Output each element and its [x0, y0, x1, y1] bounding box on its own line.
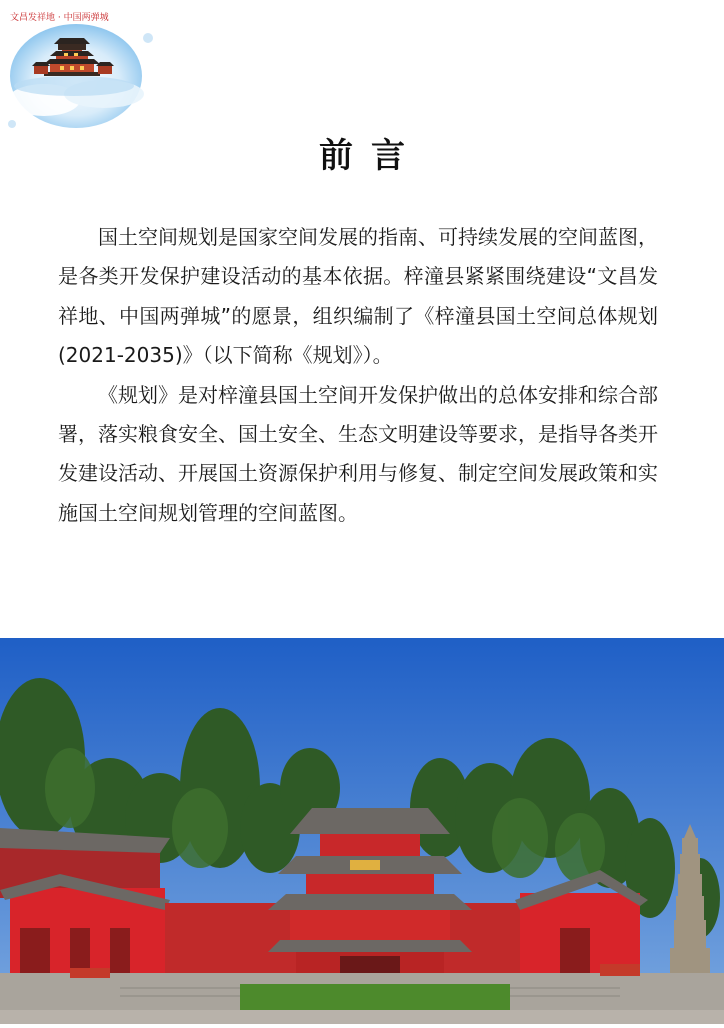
slogan-text: 文昌发祥地 · 中国两弹城 — [10, 13, 109, 23]
temple-in-clouds-icon — [4, 4, 154, 132]
temple-complex-photo — [0, 638, 724, 1024]
logo-badge — [4, 4, 154, 132]
preface-body — [58, 218, 658, 533]
paragraph: 国土空间规划是国家空间发展的指南、可持续发展的空间蓝图，是各类开发保护建设活动的基本依据。梓潼县紧紧围绕建设“文昌发祥地、中国两弹城”的愿景，组织编制了《梓潼县国土空间总体规划(2021-2035)》（以下简称《规划》）。 — [58, 225, 658, 368]
page-title: 前言 — [319, 136, 423, 176]
paragraph: 《规划》是对梓潼县国土空间开发保护做出的总体安排和综合部署，落实粮食安全、国土安全、生态文明建设等要求，是指导各类开发建设活动、开展国土资源保护利用与修复、制定空间发展政策和实施国土空间规划管理的空间蓝图。 — [58, 382, 658, 525]
